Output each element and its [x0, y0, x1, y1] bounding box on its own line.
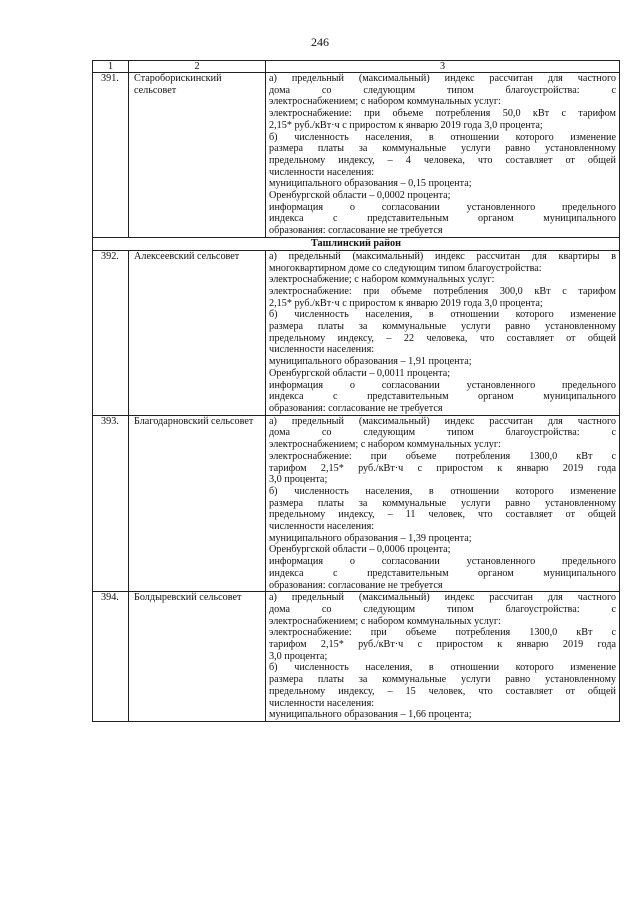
- description-line: электроснабжение; с набором коммунальных услуг:: [269, 274, 495, 286]
- description-line: электроснабжение: при объеме потребления 50,0 кВт с тарифом: [269, 108, 616, 120]
- description-line: предельному индексу, – 4 человека, что составляет от общей: [269, 154, 616, 166]
- description-line: электроснабжением; с набором коммунальных услуг:: [269, 439, 501, 451]
- description-line: а) предельный (максимальный) индекс рассчитан для частного: [269, 592, 616, 604]
- description-line: а) предельный (максимальный) индекс рассчитан для квартиры в: [269, 250, 616, 262]
- district-name: Ташлинский район: [93, 237, 620, 250]
- table-row: [93, 250, 620, 415]
- index-description: [266, 250, 620, 415]
- description-line: информация о согласовании установленного предельного: [269, 201, 616, 213]
- description-line: информация о согласовании установленного предельного: [269, 379, 616, 391]
- district-row: [93, 237, 620, 250]
- header-cell-1: 1: [93, 61, 129, 73]
- description-line: а) предельный (максимальный) индекс рассчитан для частного: [269, 73, 616, 84]
- header-cell-2: 2: [129, 61, 266, 73]
- description-line: б) численность населения, в отношении которого изменение: [269, 309, 616, 321]
- description-line: предельному индексу, – 22 человека, что составляет от общей: [269, 332, 616, 344]
- description-line: Оренбургской области – 0,0011 процента;: [269, 367, 451, 379]
- municipality-name: Благодарновский сельсовет: [129, 415, 266, 592]
- description-line: 2,15* руб./кВт·ч с приростом к январю 2019 года 3,0 процента;: [269, 297, 543, 309]
- description-line: индекса с представительным органом муниципального: [269, 391, 616, 403]
- description-line: 3,0 процента;: [269, 650, 328, 662]
- description-line: размера платы за коммунальные услуги равно установленному: [269, 143, 616, 155]
- description-line: электроснабжение: при объеме потребления 300,0 кВт с тарифом: [269, 285, 616, 297]
- description-line: тарифом 2,15* руб./кВт·ч с приростом к январю 2019 года: [269, 462, 616, 474]
- row-number: 392.: [93, 250, 129, 415]
- municipality-name: Староборискинский сельсовет: [129, 73, 266, 238]
- description-line: электроснабжением; с набором коммунальных услуг:: [269, 615, 501, 627]
- description-line: муниципального образования – 1,66 процента;: [269, 709, 472, 721]
- description-line: б) численность населения, в отношении которого изменение: [269, 662, 616, 674]
- description-line: дома со следующим типом благоустройства: с: [269, 84, 616, 96]
- description-line: размера платы за коммунальные услуги равно установленному: [269, 674, 616, 686]
- description-line: численности населения:: [269, 521, 375, 533]
- description-line: образования: согласование не требуется: [269, 579, 443, 591]
- description-line: дома со следующим типом благоустройства: с: [269, 427, 616, 439]
- index-description: [266, 73, 620, 238]
- description-line: электроснабжением; с набором коммунальных услуг:: [269, 96, 501, 108]
- description-line: численности населения:: [269, 166, 375, 178]
- municipality-name: Болдыревский сельсовет: [129, 592, 266, 722]
- table-row: [93, 73, 620, 238]
- description-line: размера платы за коммунальные услуги равно установленному: [269, 497, 616, 509]
- description-line: размера платы за коммунальные услуги равно установленному: [269, 321, 616, 333]
- index-description: [266, 592, 620, 722]
- table-header-row: [93, 61, 620, 73]
- description-line: 3,0 процента;: [269, 474, 328, 486]
- row-number: 393.: [93, 415, 129, 592]
- description-line: Оренбургской области – 0,0006 процента;: [269, 544, 451, 556]
- description-line: электроснабжение: при объеме потребления 1300,0 кВт с: [269, 450, 616, 462]
- description-line: 2,15* руб./кВт·ч с приростом к январю 2019 года 3,0 процента;: [269, 119, 543, 131]
- description-line: тарифом 2,15* руб./кВт·ч с приростом к январю 2019 года: [269, 639, 616, 651]
- row-number: 391.: [93, 73, 129, 238]
- row-number: 394.: [93, 592, 129, 722]
- header-cell-3: 3: [266, 61, 620, 73]
- description-line: многоквартирном доме со следующим типом благоустройства:: [269, 262, 542, 274]
- description-line: б) численность населения, в отношении которого изменение: [269, 485, 616, 497]
- description-line: дома со следующим типом благоустройства: с: [269, 603, 616, 615]
- description-line: образования: согласование не требуется: [269, 225, 443, 237]
- index-description: [266, 415, 620, 592]
- description-line: образования: согласование не требуется: [269, 402, 443, 414]
- page-number: 246: [311, 35, 329, 49]
- description-line: предельному индексу, – 11 человек, что составляет от общей: [269, 509, 616, 521]
- table-row: [93, 592, 620, 722]
- table-row: [93, 415, 620, 592]
- description-line: муниципального образования – 1,91 процента;: [269, 356, 472, 368]
- description-line: индекса с представительным органом муниципального: [269, 213, 616, 225]
- description-line: индекса с представительным органом муниципального: [269, 567, 616, 579]
- description-line: б) численность населения, в отношении которого изменение: [269, 131, 616, 143]
- description-line: а) предельный (максимальный) индекс рассчитан для частного: [269, 415, 616, 427]
- description-line: электроснабжение: при объеме потребления 1300,0 кВт с: [269, 627, 616, 639]
- description-line: муниципального образования – 1,39 процента;: [269, 532, 472, 544]
- description-line: информация о согласовании установленного предельного: [269, 556, 616, 568]
- description-line: численности населения:: [269, 344, 375, 356]
- municipality-name: Алексеевский сельсовет: [129, 250, 266, 415]
- tariff-table: [92, 60, 620, 722]
- description-line: муниципального образования – 0,15 процента;: [269, 178, 472, 190]
- description-line: предельному индексу, – 15 человек, что составляет от общей: [269, 685, 616, 697]
- description-line: численности населения:: [269, 697, 375, 709]
- description-line: Оренбургской области – 0,0002 процента;: [269, 190, 451, 202]
